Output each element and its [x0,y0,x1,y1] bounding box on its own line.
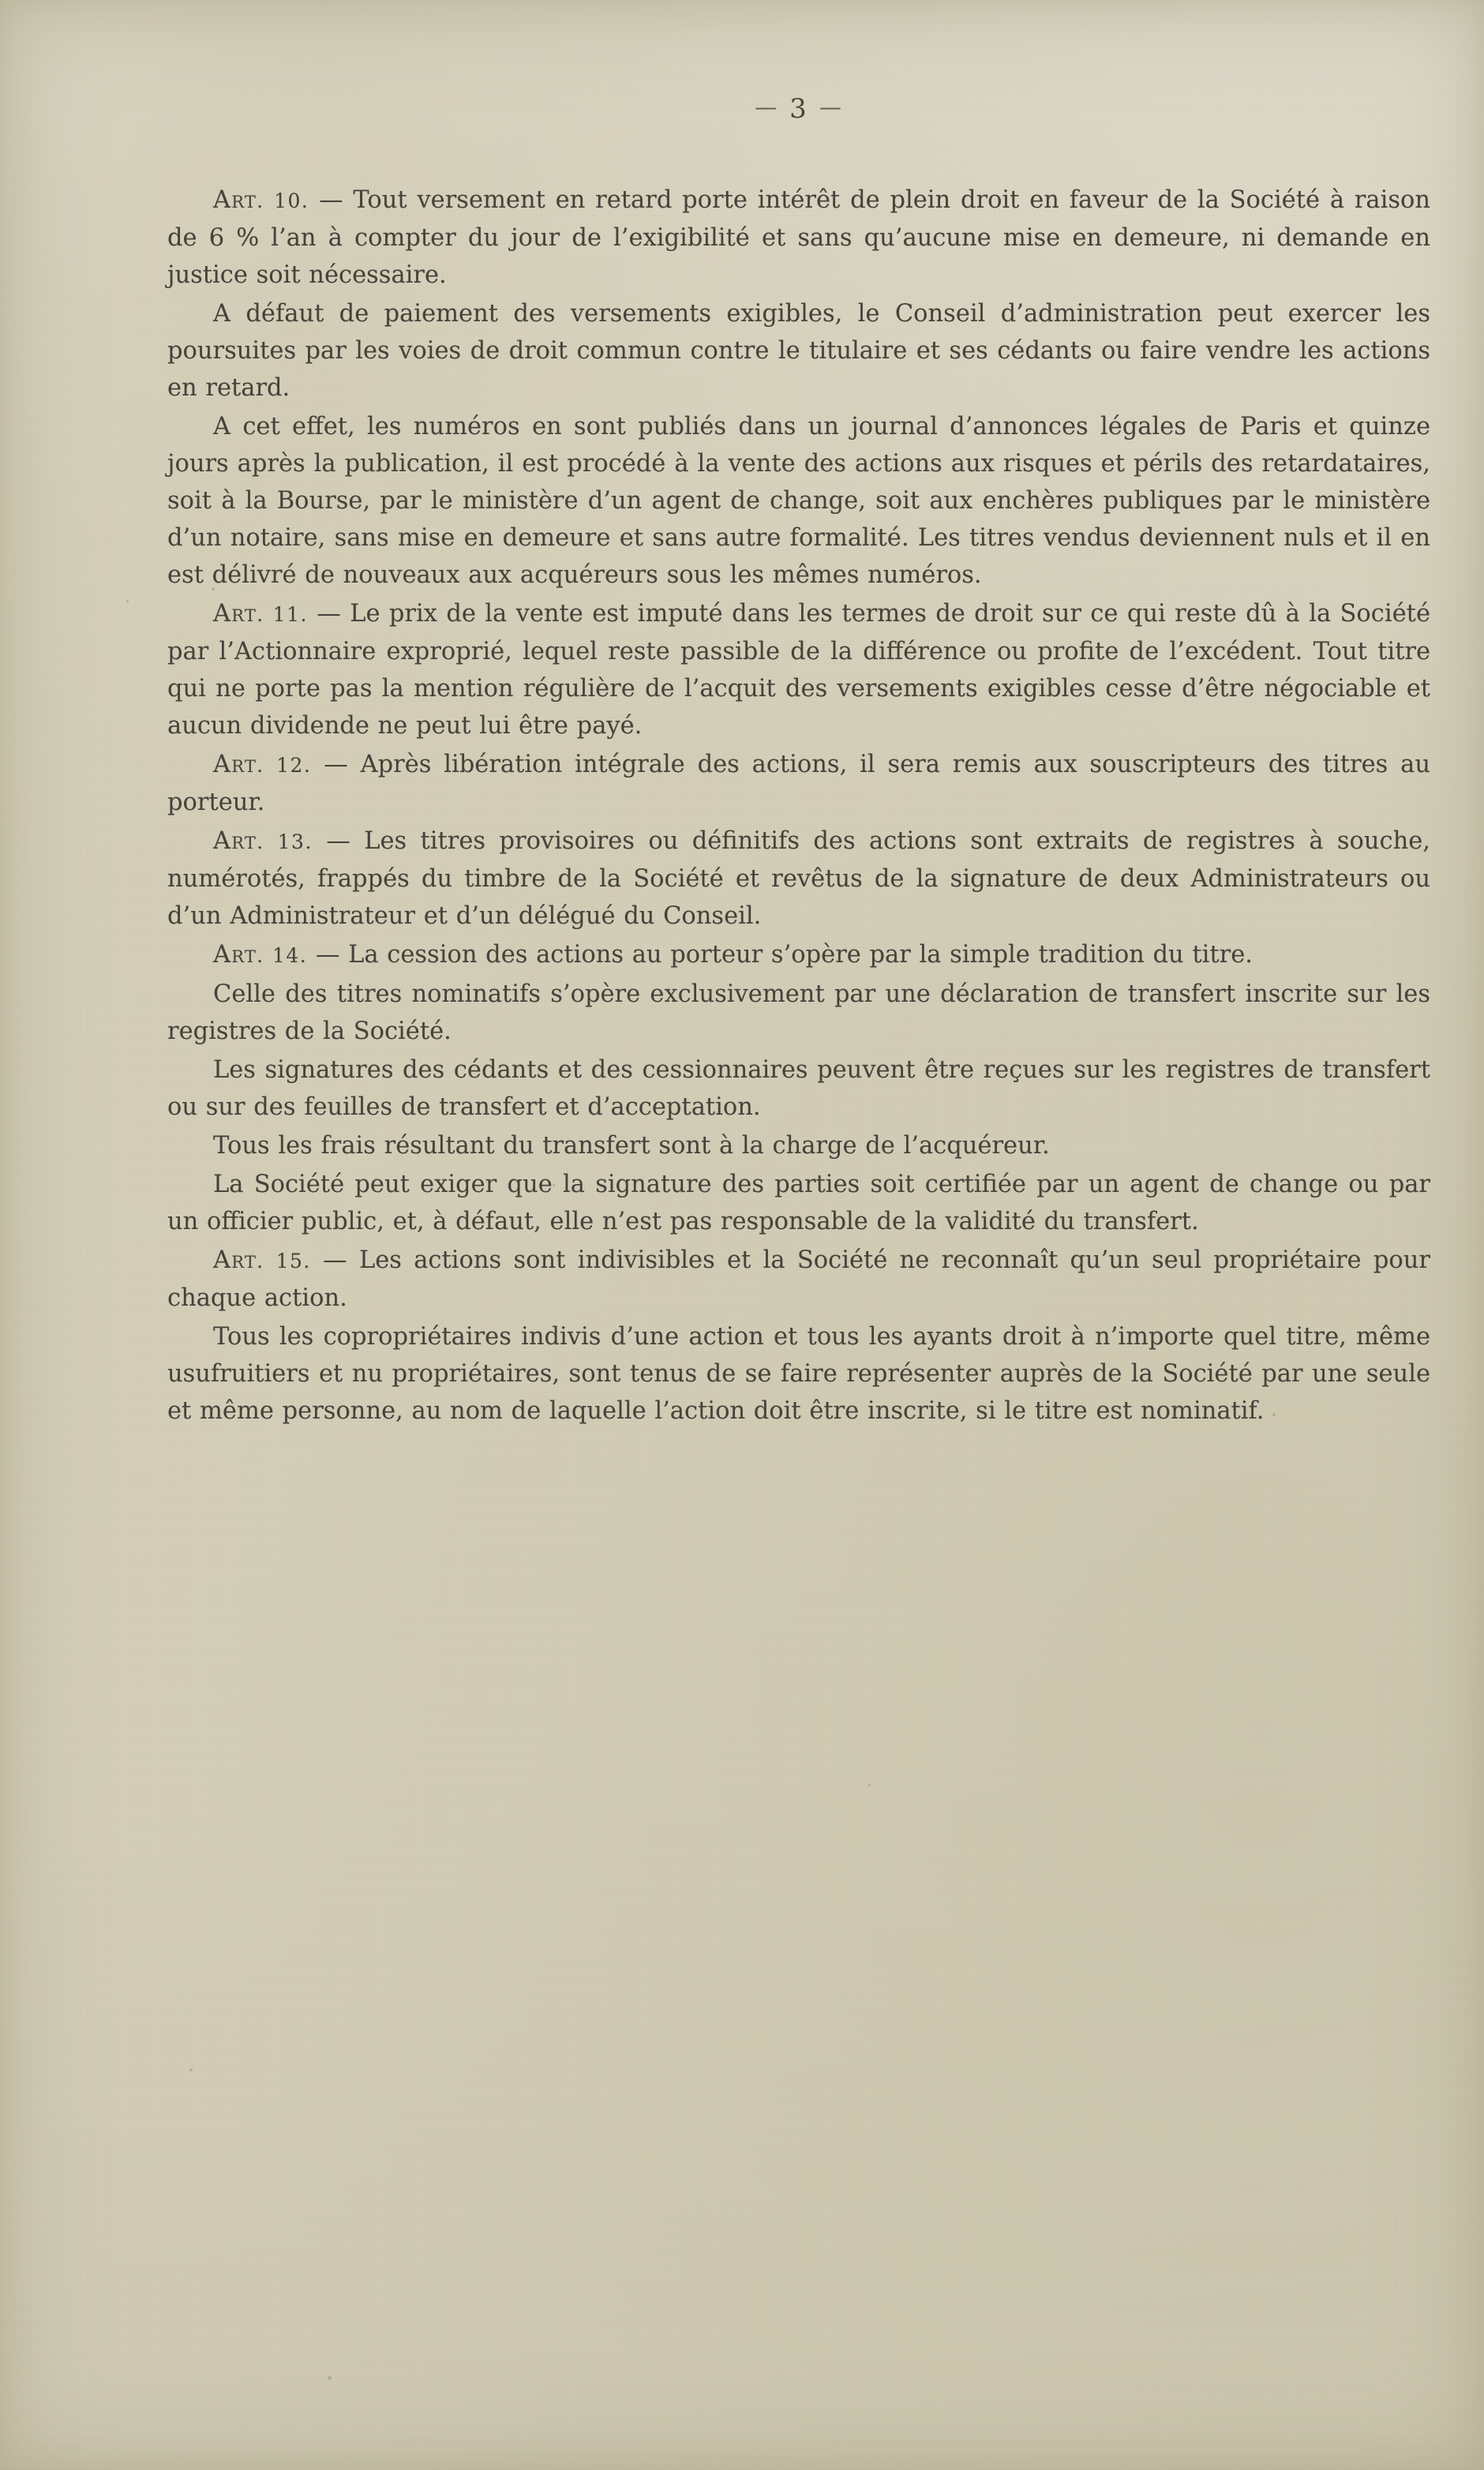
body-paragraph [167,976,1430,1050]
article-body: Après libération intégrale des actions, il sera remis aux souscripteurs des titres au porteur. [167,751,1430,816]
page-folio [167,93,1430,125]
article-label: Art. 13. [213,827,313,855]
paragraph-body: La Société peut exiger que la signature des parties soit certifiée par un agent de change ou par un officier public, et, à défaut, elle n’est pas responsable de la validité du transfert. [167,1171,1430,1235]
article-dash: — [315,941,340,969]
article-body: Les actions sont indivisibles et la Société ne reconnaît qu’un seul propriétaire pour chaque action. [167,1246,1430,1312]
paragraph-body: Tous les frais résultant du transfert sont à la charge de l’acquéreur. [213,1132,1050,1160]
article-label: Art. 12. [213,751,312,778]
article-dash: — [317,600,341,628]
body-paragraph [167,408,1430,594]
article-paragraph [167,1242,1430,1317]
body-paragraph [167,1318,1430,1430]
page-number: 3 [789,93,808,125]
page-content [167,0,1430,1431]
article-paragraph [167,182,1430,294]
paragraph-body: A défaut de paiement des versements exigibles, le Conseil d’administration peut exercer les poursuites par les voies de droit commun contre le titulaire et ses cédants ou faire vendre les actions en retard. [167,300,1430,402]
paragraph-body: A cet effet, les numéros en sont publiés dans un journal d’annonces légales de Paris et quinze jours après la publication, il est procédé à la vente des actions aux risques et périls des retardataires, soit à la Bourse, par le ministère d’un agent de change, soit aux enchères publiques par le ministère d’un notaire, sans mise en demeure et sans autre formalité. Les titres vendus deviennent nuls et il en est délivré de nouveaux aux acquéreurs sous les mêmes numéros. [167,413,1430,589]
article-body: Tout versement en retard porte intérêt de plein droit en faveur de la Société à raison de 6 % l’an à compter du jour de l’exigibilité et sans qu’aucune mise en demeure, ni demande en justice soit nécessaire. [167,186,1430,289]
article-label: Art. 15. [213,1246,311,1274]
article-paragraph [167,746,1430,821]
article-dash: — [326,827,350,855]
article-dash: — [319,186,343,214]
body-paragraph [167,1127,1430,1164]
article-dash: — [324,751,348,778]
article-body: Le prix de la vente est imputé dans les termes de droit sur ce qui reste dû à la Société par l’Actionnaire exproprié, lequel reste passible de la différence ou profite de l’excédent. Tout titre qui ne porte pas la mention régulière de l’acquit des versements exigibles cesse d’être négociable et aucun dividende ne peut lui être payé. [167,600,1430,740]
body-paragraph [167,295,1430,407]
paragraph-body: Tous les copropriétaires indivis d’une action et tous les ayants droit à n’importe quel titre, même usufruitiers et nu propriétaires, sont tenus de se faire représenter auprès de la Société par une seule et même personne, au nom de laquelle l’action doit être inscrite, si le titre est nominatif. [167,1323,1430,1425]
article-dash: — [323,1246,347,1274]
article-label: Art. 14. [213,941,308,969]
article-body: Les titres provisoires ou définitifs des actions sont extraits de registres à souche, numérotés, frappés du timbre de la Société et revêtus de la signature de deux Administrateurs ou d’un Administrateur et d’un délégué du Conseil. [167,827,1431,930]
article-label: Art. 11. [213,600,308,628]
article-paragraph [167,595,1430,744]
article-body: La cession des actions au porteur s’opère par la simple tradition du titre. [348,941,1253,969]
folio-left-dash: — [755,94,779,120]
paragraph-body: Les signatures des cédants et des cessionnaires peuvent être reçues sur les registres de transfert ou sur des feuilles de transfert et d’acceptation. [167,1056,1430,1121]
paragraph-body: Celle des titres nominatifs s’opère exclusivement par une déclaration de transfert inscrite sur les registres de la Société. [167,980,1430,1045]
body-paragraph [167,1051,1430,1126]
folio-right-dash: — [819,94,843,120]
article-label: Art. 10. [213,186,309,214]
body-paragraph [167,1166,1430,1240]
article-paragraph [167,823,1430,935]
article-paragraph [167,936,1430,974]
